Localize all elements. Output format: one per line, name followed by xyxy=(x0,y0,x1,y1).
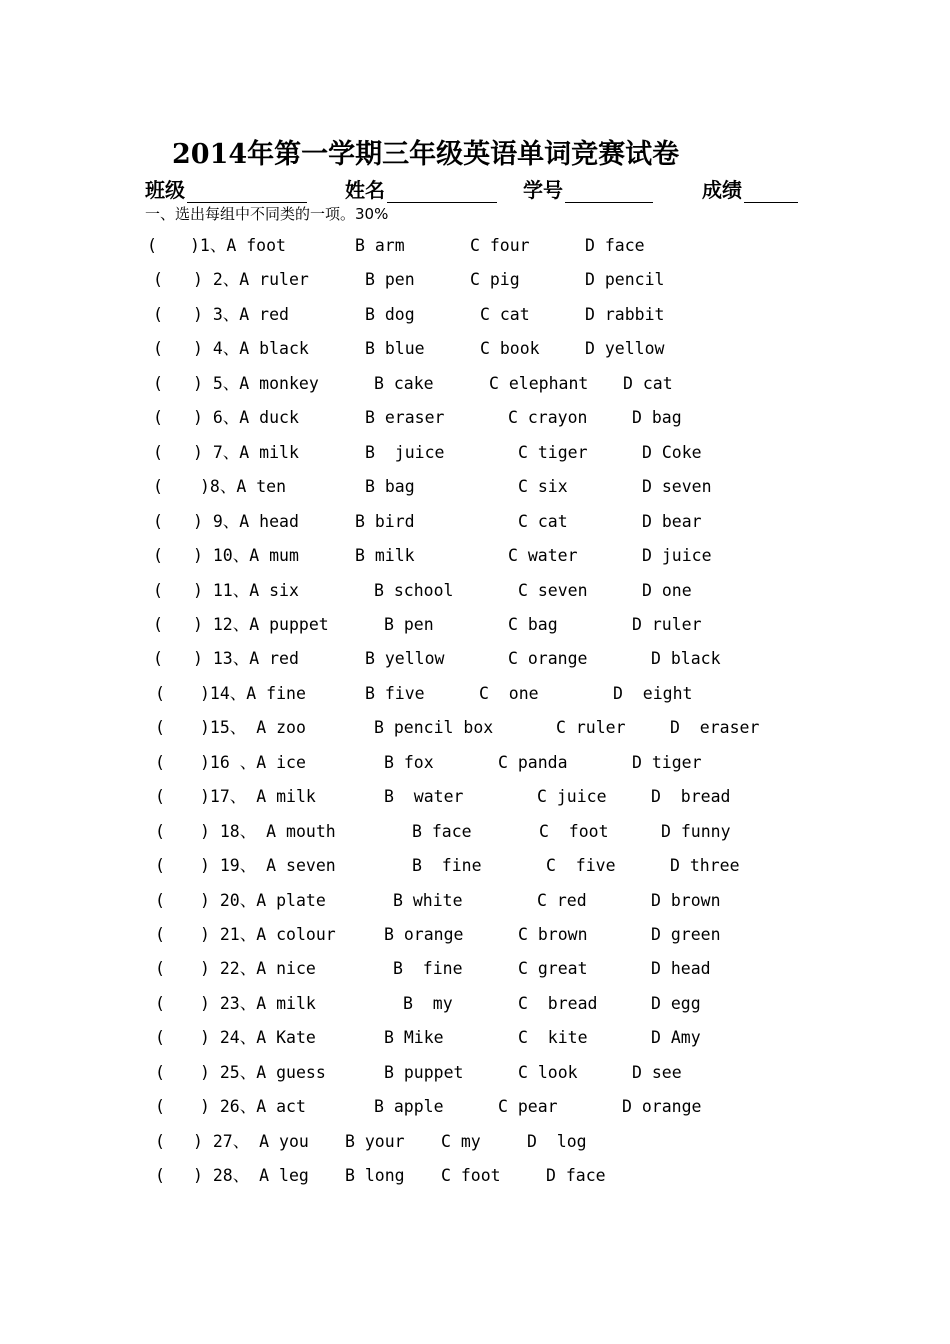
question-number-option-a: )8、A ten xyxy=(200,477,287,497)
question-number-option-a: ) 22、A nice xyxy=(200,959,316,979)
option-d: D one xyxy=(642,580,692,600)
score-blank[interactable] xyxy=(744,182,798,203)
answer-paren[interactable]: ( xyxy=(155,1166,165,1186)
option-c: C book xyxy=(480,339,540,359)
class-label: 班级 xyxy=(145,178,185,202)
option-b: B face xyxy=(412,821,472,841)
answer-paren[interactable]: ( xyxy=(153,477,163,497)
option-d: D log xyxy=(527,1131,587,1151)
option-c: C bag xyxy=(508,614,558,634)
option-b: B fine xyxy=(393,959,463,979)
student-id-field xyxy=(523,174,653,203)
score-label: 成绩 xyxy=(702,178,742,202)
option-c: C panda xyxy=(498,752,568,772)
option-d: D yellow xyxy=(585,339,665,359)
option-c: C tiger xyxy=(518,442,588,462)
option-b: B pencil box xyxy=(374,718,494,738)
option-d: D bear xyxy=(642,511,702,531)
option-c: C foot xyxy=(539,821,609,841)
option-b: B cake xyxy=(374,373,434,393)
question-number-option-a: ) 6、A duck xyxy=(193,408,299,428)
student-id-blank[interactable] xyxy=(565,182,653,203)
option-d: D seven xyxy=(642,477,712,497)
question-number-option-a: ) 26、A act xyxy=(200,1097,306,1117)
option-c: C orange xyxy=(508,649,588,669)
option-b: B juice xyxy=(365,442,445,462)
question-number-option-a: ) 20、A plate xyxy=(200,890,326,910)
section-title: 一、选出每组中不同类的一项。30% xyxy=(145,205,389,223)
class-blank[interactable] xyxy=(187,182,307,203)
option-d: D face xyxy=(546,1166,606,1186)
option-d: D eraser xyxy=(670,718,760,738)
option-c: C cat xyxy=(518,511,568,531)
question-number-option-a: ) 18、 A mouth xyxy=(200,821,336,841)
answer-paren[interactable]: ( xyxy=(155,993,165,1013)
question-number-option-a: ) 23、A milk xyxy=(200,993,316,1013)
option-b: B fox xyxy=(384,752,434,772)
option-d: D Amy xyxy=(651,1028,701,1048)
class-field xyxy=(145,174,307,203)
option-b: B arm xyxy=(355,236,405,255)
question-number-option-a: ) 11、A six xyxy=(193,580,299,600)
option-d: D head xyxy=(651,959,711,979)
option-d: D three xyxy=(670,856,740,876)
question-number-option-a: )17、 A milk xyxy=(200,787,316,807)
exam-title: 2014年第一学期三年级英语单词竞赛试卷 xyxy=(172,139,680,170)
option-d: D tiger xyxy=(632,752,702,772)
option-b: B fine xyxy=(412,856,482,876)
question-number-option-a: ) 9、A head xyxy=(193,511,299,531)
option-d: D eight xyxy=(613,683,693,703)
answer-paren[interactable]: ( xyxy=(155,1131,165,1151)
option-d: D green xyxy=(651,925,721,944)
option-c: C look xyxy=(518,1062,578,1082)
option-d: D cat xyxy=(623,373,673,393)
question-number-option-a: ) 21、A colour xyxy=(200,925,336,944)
option-c: C elephant xyxy=(489,373,589,393)
question-number-option-a: ) 2、A ruler xyxy=(193,270,309,290)
option-c: C four xyxy=(470,236,530,255)
option-d: D black xyxy=(651,649,721,669)
option-d: D pencil xyxy=(585,270,665,290)
option-b: B Mike xyxy=(384,1028,444,1048)
question-number-option-a: )14、A fine xyxy=(200,683,306,703)
answer-paren[interactable]: ( xyxy=(155,1062,165,1082)
answer-paren[interactable]: ( xyxy=(155,925,165,944)
question-number-option-a: )1、A foot xyxy=(190,236,286,255)
answer-paren[interactable]: ( xyxy=(153,511,163,531)
option-c: C pear xyxy=(498,1097,558,1117)
option-c: C one xyxy=(479,683,539,703)
option-d: D rabbit xyxy=(585,304,665,324)
option-b: B school xyxy=(374,580,454,600)
option-b: B puppet xyxy=(384,1062,464,1082)
answer-paren[interactable]: ( xyxy=(155,1028,165,1048)
question-number-option-a: ) 13、A red xyxy=(193,649,299,669)
option-c: C brown xyxy=(518,925,588,944)
name-label: 姓名 xyxy=(345,178,385,202)
option-d: D face xyxy=(585,236,645,255)
score-field xyxy=(702,174,798,203)
option-d: D bread xyxy=(651,787,731,807)
student-id-label: 学号 xyxy=(523,178,563,202)
option-b: B yellow xyxy=(365,649,445,669)
question-number-option-a: ) 27、 A you xyxy=(193,1131,309,1151)
option-b: B blue xyxy=(365,339,425,359)
option-c: C five xyxy=(546,856,616,876)
option-d: D brown xyxy=(651,890,721,910)
option-c: C cat xyxy=(480,304,530,324)
answer-paren[interactable]: ( xyxy=(153,408,163,428)
question-number-option-a: ) 10、A mum xyxy=(193,546,299,566)
option-d: D Coke xyxy=(642,442,702,462)
answer-paren[interactable]: ( xyxy=(155,752,165,772)
option-c: C foot xyxy=(441,1166,501,1186)
answer-paren[interactable]: ( xyxy=(153,270,163,290)
option-c: C red xyxy=(537,890,587,910)
question-number-option-a: ) 3、A red xyxy=(193,304,289,324)
answer-paren[interactable]: ( xyxy=(153,614,163,634)
option-d: D orange xyxy=(622,1097,702,1117)
answer-paren[interactable]: ( xyxy=(155,856,165,876)
question-number-option-a: ) 25、A guess xyxy=(200,1062,326,1082)
name-blank[interactable] xyxy=(387,182,497,203)
option-b: B your xyxy=(345,1131,405,1151)
option-b: B pen xyxy=(384,614,434,634)
answer-paren[interactable]: ( xyxy=(153,442,163,462)
option-b: B milk xyxy=(355,546,415,566)
answer-paren[interactable]: ( xyxy=(155,718,165,738)
option-b: B eraser xyxy=(365,408,445,428)
option-d: D juice xyxy=(642,546,712,566)
option-b: B bird xyxy=(355,511,415,531)
option-b: B pen xyxy=(365,270,415,290)
answer-paren[interactable]: ( xyxy=(155,787,165,807)
question-number-option-a: ) 5、A monkey xyxy=(193,373,319,393)
question-number-option-a: ) 24、A Kate xyxy=(200,1028,316,1048)
option-c: C crayon xyxy=(508,408,588,428)
option-b: B apple xyxy=(374,1097,444,1117)
option-c: C bread xyxy=(518,993,598,1013)
answer-paren[interactable]: ( xyxy=(155,821,165,841)
option-b: B orange xyxy=(384,925,464,944)
option-b: B my xyxy=(403,993,453,1013)
question-number-option-a: ) 12、A puppet xyxy=(193,614,329,634)
answer-paren[interactable]: ( xyxy=(153,546,163,566)
question-number-option-a: )16 、A ice xyxy=(200,752,306,772)
option-c: C kite xyxy=(518,1028,588,1048)
option-c: C great xyxy=(518,959,588,979)
answer-paren[interactable]: ( xyxy=(155,683,165,703)
answer-paren[interactable]: ( xyxy=(155,959,165,979)
option-d: D ruler xyxy=(632,614,702,634)
option-b: B white xyxy=(393,890,463,910)
option-c: C seven xyxy=(518,580,588,600)
option-c: C water xyxy=(508,546,578,566)
option-d: D egg xyxy=(651,993,701,1013)
answer-paren[interactable]: ( xyxy=(153,373,163,393)
answer-paren[interactable]: ( xyxy=(147,236,157,255)
question-number-option-a: ) 4、A black xyxy=(193,339,309,359)
question-number-option-a: ) 7、A milk xyxy=(193,442,299,462)
question-number-option-a: ) 28、 A leg xyxy=(193,1166,309,1186)
answer-paren[interactable]: ( xyxy=(153,649,163,669)
answer-paren[interactable]: ( xyxy=(153,580,163,600)
option-c: C juice xyxy=(537,787,607,807)
option-b: B five xyxy=(365,683,425,703)
answer-paren[interactable]: ( xyxy=(155,890,165,910)
option-b: B dog xyxy=(365,304,415,324)
option-b: B long xyxy=(345,1166,405,1186)
option-c: C six xyxy=(518,477,568,497)
option-d: D bag xyxy=(632,408,682,428)
option-d: D funny xyxy=(661,821,731,841)
answer-paren[interactable]: ( xyxy=(155,1097,165,1117)
question-number-option-a: )15、 A zoo xyxy=(200,718,306,738)
option-c: C ruler xyxy=(556,718,626,738)
option-c: C pig xyxy=(470,270,520,290)
name-field xyxy=(345,174,497,203)
option-d: D see xyxy=(632,1062,682,1082)
option-b: B water xyxy=(384,787,464,807)
answer-paren[interactable]: ( xyxy=(153,339,163,359)
answer-paren[interactable]: ( xyxy=(153,304,163,324)
option-c: C my xyxy=(441,1131,481,1151)
question-number-option-a: ) 19、 A seven xyxy=(200,856,336,876)
option-b: B bag xyxy=(365,477,415,497)
